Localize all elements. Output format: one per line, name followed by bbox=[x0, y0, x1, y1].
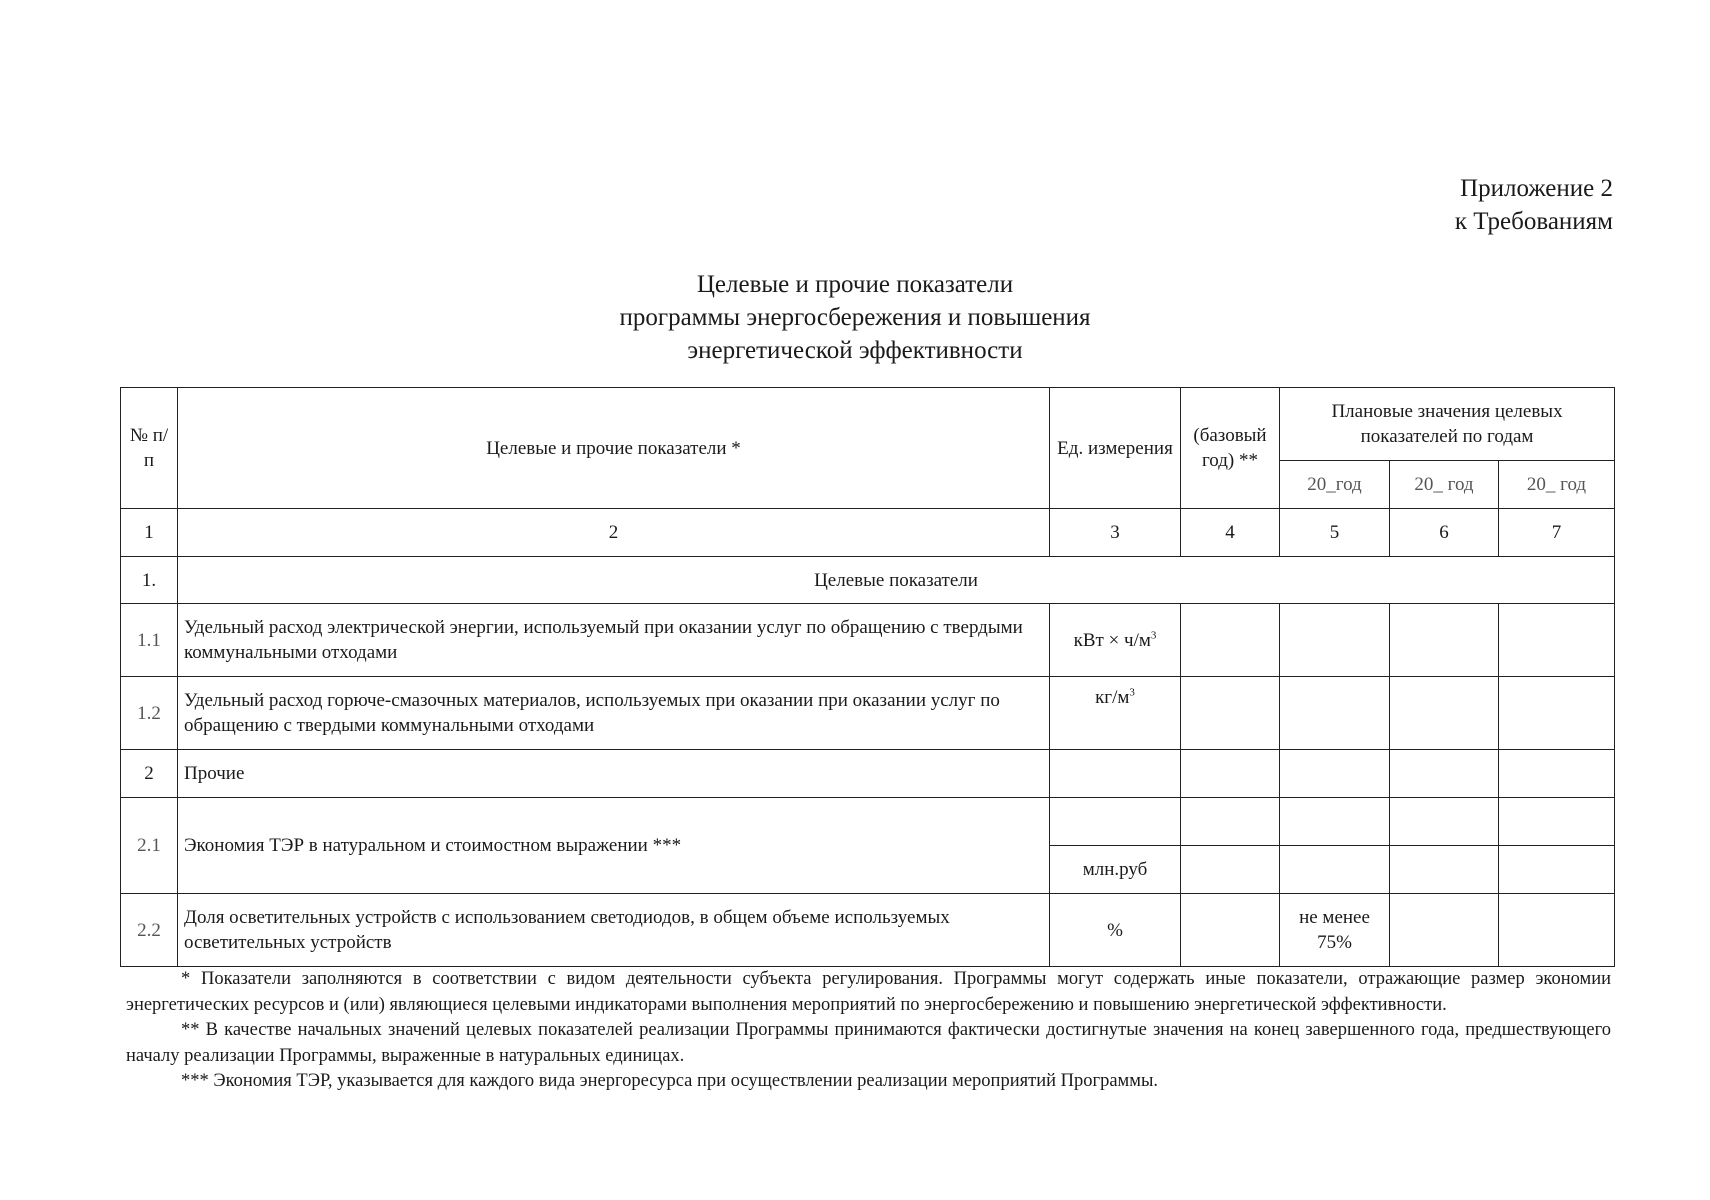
row-unit bbox=[1050, 604, 1181, 677]
empty-cell bbox=[1181, 750, 1280, 798]
empty-cell bbox=[1390, 677, 1499, 750]
empty-cell bbox=[1390, 894, 1499, 967]
row-num: 1.2 bbox=[121, 677, 178, 750]
row-text: Доля осветительных устройств с использованием светодиодов, в общем объеме используемых осветительных устройств bbox=[178, 894, 1050, 967]
section-num: 1. bbox=[121, 557, 178, 604]
header-unit: Ед. измерения bbox=[1050, 388, 1181, 509]
column-number: 4 bbox=[1181, 509, 1280, 557]
appendix-reference: к Требованиям bbox=[1454, 208, 1613, 235]
row-num: 2.1 bbox=[121, 798, 178, 894]
title-line-3: энергетической эффективности bbox=[687, 337, 1023, 364]
header-base-year: (базовый год) ** bbox=[1181, 388, 1280, 509]
row-unit bbox=[1050, 677, 1181, 750]
empty-cell bbox=[1050, 750, 1181, 798]
unit-superscript: 3 bbox=[1129, 686, 1135, 699]
column-numbers-row bbox=[121, 509, 1615, 557]
footnote-2: ** В качестве начальных значений целевых показателей реализации Программы принимаются фактически достигнутые значения на конец завершенного года, предшествующего началу реализации Программы, выраженные в натуральных единицах. bbox=[126, 1020, 1611, 1066]
title-line-1: Целевые и прочие показатели bbox=[696, 271, 1014, 298]
table-row bbox=[121, 798, 1615, 846]
header-year-3: 20_ год bbox=[1499, 461, 1615, 509]
header-year-2: 20_ год bbox=[1390, 461, 1499, 509]
unit-text: кг/м bbox=[1095, 687, 1130, 708]
table-row bbox=[121, 677, 1615, 750]
appendix-header bbox=[1455, 172, 1613, 238]
table-row bbox=[121, 604, 1615, 677]
empty-cell bbox=[1181, 894, 1280, 967]
unit-text: кВт × ч/м bbox=[1073, 629, 1151, 651]
empty-cell bbox=[1499, 846, 1615, 894]
footnotes bbox=[126, 967, 1611, 1095]
section-title: Прочие bbox=[178, 750, 1050, 798]
empty-cell bbox=[1499, 750, 1615, 798]
column-number: 6 bbox=[1390, 509, 1499, 557]
empty-cell bbox=[1181, 846, 1280, 894]
section-title: Целевые показатели bbox=[178, 557, 1615, 604]
section-num: 2 bbox=[121, 750, 178, 798]
empty-cell bbox=[1499, 604, 1615, 677]
column-number: 1 bbox=[121, 509, 178, 557]
footnote-1: * Показатели заполняются в соответствии с видом деятельности субъекта регулирования. Программы могут содержать иные показатели, отражающие размер экономии энергетических ресурсов и (или) являющиеся целевыми индикаторами выполнения мероприятий по энергосбережению и повышению энергетической эффективности. bbox=[126, 969, 1611, 1015]
appendix-number: Приложение 2 bbox=[1460, 175, 1613, 202]
empty-cell bbox=[1390, 750, 1499, 798]
year-1-value: не менее 75% bbox=[1280, 894, 1390, 967]
column-number: 2 bbox=[178, 509, 1050, 557]
empty-cell bbox=[1280, 677, 1390, 750]
column-number: 3 bbox=[1050, 509, 1181, 557]
footnote-3: *** Экономия ТЭР, указывается для каждого вида энергоресурса при осуществлении реализации мероприятий Программы. bbox=[181, 1071, 1158, 1091]
section-other-row bbox=[121, 750, 1615, 798]
row-num: 1.1 bbox=[121, 604, 178, 677]
header-row-1 bbox=[121, 388, 1615, 461]
empty-cell bbox=[1181, 677, 1280, 750]
header-indicator: Целевые и прочие показатели * bbox=[178, 388, 1050, 509]
section-target-row bbox=[121, 557, 1615, 604]
column-number: 5 bbox=[1280, 509, 1390, 557]
empty-cell bbox=[1499, 894, 1615, 967]
empty-cell bbox=[1390, 798, 1499, 846]
empty-cell bbox=[1280, 798, 1390, 846]
document-title bbox=[0, 268, 1710, 367]
header-year-1: 20_год bbox=[1280, 461, 1390, 509]
empty-cell bbox=[1390, 846, 1499, 894]
empty-cell bbox=[1181, 798, 1280, 846]
header-num: № п/п bbox=[121, 388, 178, 509]
empty-cell bbox=[1390, 604, 1499, 677]
table-row bbox=[121, 894, 1615, 967]
column-number: 7 bbox=[1499, 509, 1615, 557]
indicators-table bbox=[120, 387, 1615, 967]
row-unit: % bbox=[1050, 894, 1181, 967]
title-line-2: программы энергосбережения и повышения bbox=[619, 304, 1091, 331]
row-text: Экономия ТЭР в натуральном и стоимостном выражении *** bbox=[178, 798, 1050, 894]
empty-cell bbox=[1280, 846, 1390, 894]
row-text: Удельный расход электрической энергии, используемый при оказании услуг по обращению с твердыми коммунальными отходами bbox=[178, 604, 1050, 677]
header-planned-values: Плановые значения целевых показателей по годам bbox=[1280, 388, 1615, 461]
row-num: 2.2 bbox=[121, 894, 178, 967]
row-unit: млн.руб bbox=[1050, 846, 1181, 894]
row-text: Удельный расход горюче-смазочных материалов, используемых при оказании при оказании услуг по обращению с твердыми коммунальными отходами bbox=[178, 677, 1050, 750]
empty-cell bbox=[1181, 604, 1280, 677]
empty-cell bbox=[1280, 604, 1390, 677]
empty-cell bbox=[1499, 798, 1615, 846]
empty-cell bbox=[1499, 677, 1615, 750]
unit-superscript: 3 bbox=[1150, 629, 1157, 642]
empty-cell bbox=[1050, 798, 1181, 846]
empty-cell bbox=[1280, 750, 1390, 798]
